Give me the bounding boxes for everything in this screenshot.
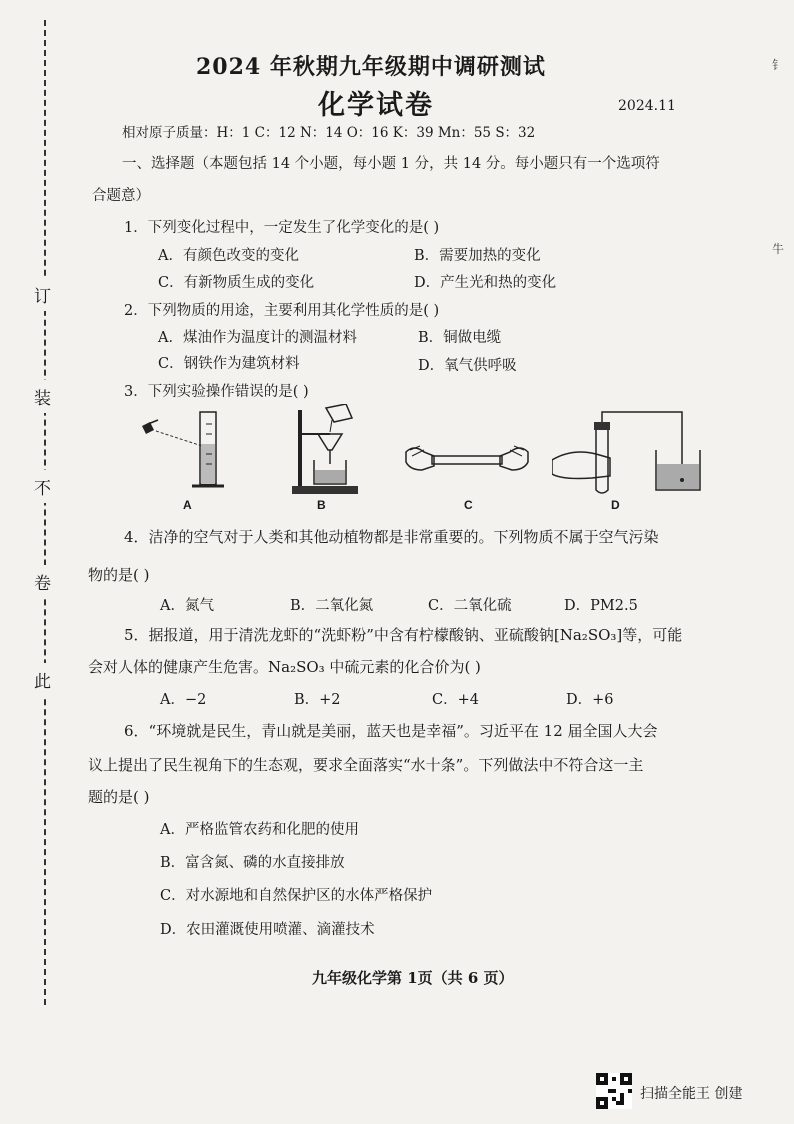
exam-subtitle: 化学试卷 — [318, 90, 434, 121]
figure-a-graduated-cylinder — [134, 404, 234, 494]
figure-b-filtration — [290, 404, 370, 496]
qr-code-icon — [596, 1073, 632, 1109]
binding-char: 此 — [34, 663, 51, 696]
q4-option-c: C．二氧化硫 — [428, 598, 512, 614]
scanner-watermark: 扫描全能王 创建 — [640, 1086, 743, 1102]
question-6-stem-cont: 议上提出了民生视角下的生态观，要求全面落实“水十条”。下列做法中不符合这一主 — [88, 756, 644, 774]
q6-option-d: D．农田灌溉使用喷灌、滴灌技术 — [160, 922, 375, 938]
q2-option-d: D．氧气供呼吸 — [418, 358, 517, 374]
q2-option-a: A．煤油作为温度计的测温材料 — [158, 330, 357, 346]
figure-label-c: C — [464, 498, 473, 512]
q2-option-c: C．钢铁作为建筑材料 — [158, 356, 300, 372]
q5-option-b: B．+2 — [294, 692, 341, 708]
question-6-stem-cont2: 题的是( ) — [88, 788, 150, 806]
q5-option-d: D．+6 — [566, 692, 614, 708]
binding-dashed-line — [44, 20, 46, 1005]
section-heading-cont: 合题意） — [92, 188, 150, 204]
question-3-stem: 3．下列实验操作错误的是( ) — [124, 384, 309, 400]
binding-char: 订 — [34, 278, 51, 311]
atomic-masses: 相对原子质量：H：1 C：12 N：14 O：16 K：39 Mn：55 S：32 — [122, 125, 536, 141]
section-heading: 一、选择题（本题包括 14 个小题，每小题 1 分，共 14 分。每小题只有一个选项符 — [122, 156, 660, 172]
figure-label-a: A — [183, 498, 192, 512]
q4-option-a: A．氮气 — [160, 598, 214, 614]
binding-char: 装 — [34, 380, 51, 413]
q4-option-d: D．PM2.5 — [564, 598, 638, 614]
question-1-stem: 1．下列变化过程中，一定发生了化学变化的是( ) — [124, 220, 440, 236]
figure-label-d: D — [611, 498, 620, 512]
edge-mark: 牛 — [772, 242, 785, 256]
question-4-stem-cont: 物的是( ) — [88, 566, 150, 584]
q1-option-a: A．有颜色改变的变化 — [158, 248, 299, 264]
figure-label-b: B — [317, 498, 326, 512]
exam-title: 2024 年秋期九年级期中调研测试 — [196, 54, 546, 80]
q6-option-a: A．严格监管农药和化肥的使用 — [160, 822, 359, 838]
q5-option-a: A．−2 — [160, 692, 207, 708]
q1-option-b: B．需要加热的变化 — [414, 248, 541, 264]
question-6-stem: 6．“环境就是民生，青山就是美丽，蓝天也是幸福”。习近平在 12 届全国人大会 — [124, 722, 658, 740]
question-5-stem: 5．据报道，用于清洗龙虾的“洗虾粉”中含有柠檬酸钠、亚硫酸钠[Na₂SO₃]等，可能 — [124, 626, 683, 644]
figure-d-airtightness — [552, 404, 712, 496]
page-footer: 九年级化学第 1页（共 6 页） — [312, 969, 514, 987]
q1-option-d: D．产生光和热的变化 — [414, 275, 557, 291]
q2-option-b: B．铜做电缆 — [418, 330, 502, 346]
q6-option-b: B．富含氮、磷的水直接排放 — [160, 855, 345, 871]
binding-char: 卷 — [34, 565, 51, 598]
question-4-stem: 4．洁净的空气对于人类和其他动植物都是非常重要的。下列物质不属于空气污染 — [124, 528, 659, 546]
edge-mark: 钅 — [772, 58, 785, 72]
q6-option-c: C．对水源地和自然保护区的水体严格保护 — [160, 888, 433, 904]
q1-option-c: C．有新物质生成的变化 — [158, 275, 315, 291]
question-2-stem: 2．下列物质的用途，主要利用其化学性质的是( ) — [124, 303, 440, 319]
q5-option-c: C．+4 — [432, 692, 479, 708]
binding-char: 不 — [34, 470, 51, 503]
question-5-stem-cont: 会对人体的健康产生危害。Na₂SO₃ 中硫元素的化合价为( ) — [88, 658, 481, 676]
figure-c-hands-tube — [402, 404, 532, 494]
q4-option-b: B．二氧化氮 — [290, 598, 374, 614]
exam-date: 2024.11 — [618, 98, 676, 114]
